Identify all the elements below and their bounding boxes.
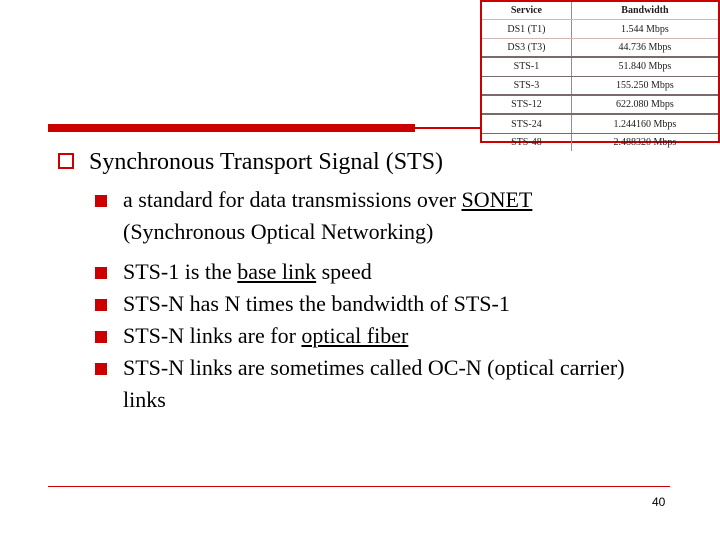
square-bullet-icon: [95, 363, 107, 375]
table-cell-bandwidth: 44.736 Mbps: [571, 38, 718, 57]
bullet-text: [123, 256, 653, 288]
table-row: [482, 20, 718, 38]
table-cell-service: STS-3: [482, 76, 571, 95]
bullet-text-segment: (Synchronous Optical Networking): [123, 219, 434, 244]
main-bullet-text: Synchronous Transport Signal (STS): [89, 149, 444, 175]
table-header-row: [482, 2, 718, 20]
table-cell-service: STS-48: [482, 133, 571, 151]
table-header-bandwidth: Bandwidth: [571, 2, 718, 20]
table-cell-service: STS-1: [482, 57, 571, 76]
title-accent-line: [415, 127, 480, 129]
optical-fiber-link[interactable]: optical fiber: [301, 323, 409, 348]
table-row: [482, 133, 718, 151]
bullet-text-segment: speed: [316, 259, 372, 284]
table-cell-service: STS-24: [482, 114, 571, 133]
base-link-link[interactable]: base link: [237, 259, 317, 284]
bullet-text: STS-N has N times the bandwidth of STS-1: [123, 291, 510, 316]
table-cell-service: DS1 (T1): [482, 20, 571, 38]
table-row: [482, 38, 718, 57]
table-cell-bandwidth: 2.488320 Mbps: [613, 136, 677, 148]
table-cell-bandwidth: 51.840 Mbps: [571, 57, 718, 76]
bullet-text: STS-N links are sometimes called OC-N (optical carrier) links: [123, 355, 625, 412]
square-bullet-icon: [95, 267, 107, 279]
table-cell-bandwidth: 1.244160 Mbps: [571, 114, 718, 133]
square-bullet-icon: [95, 331, 107, 343]
bullet-text: [123, 320, 653, 352]
table-cell-bandwidth: 1.544 Mbps: [571, 20, 718, 38]
page-number: 40: [652, 495, 666, 509]
table-row: [482, 95, 718, 114]
bullet-text-segment: STS-1 is the: [123, 259, 238, 284]
bullet-text-segment: STS-N links are for: [123, 323, 302, 348]
title-accent-bar: [48, 124, 415, 132]
bullet-text: [123, 184, 653, 248]
footer-divider: [48, 486, 670, 487]
bullet-text-segment: a standard for data transmissions over: [123, 187, 462, 212]
table-cell-service: DS3 (T3): [482, 38, 571, 57]
table-cell-bandwidth: 622.080 Mbps: [571, 95, 718, 114]
table-header-service: Service: [482, 2, 571, 20]
square-bullet-icon: [95, 195, 107, 207]
bandwidth-table: [480, 0, 720, 148]
square-bullet-icon: [95, 299, 107, 311]
table-row: [482, 76, 718, 95]
table-row: [482, 114, 718, 133]
sonet-link[interactable]: SONET: [461, 187, 533, 212]
table-row: [482, 57, 718, 76]
table-cell-service: STS-12: [482, 95, 571, 114]
hollow-square-bullet-icon: [58, 153, 74, 169]
table-cell-bandwidth: 155.250 Mbps: [571, 76, 718, 95]
